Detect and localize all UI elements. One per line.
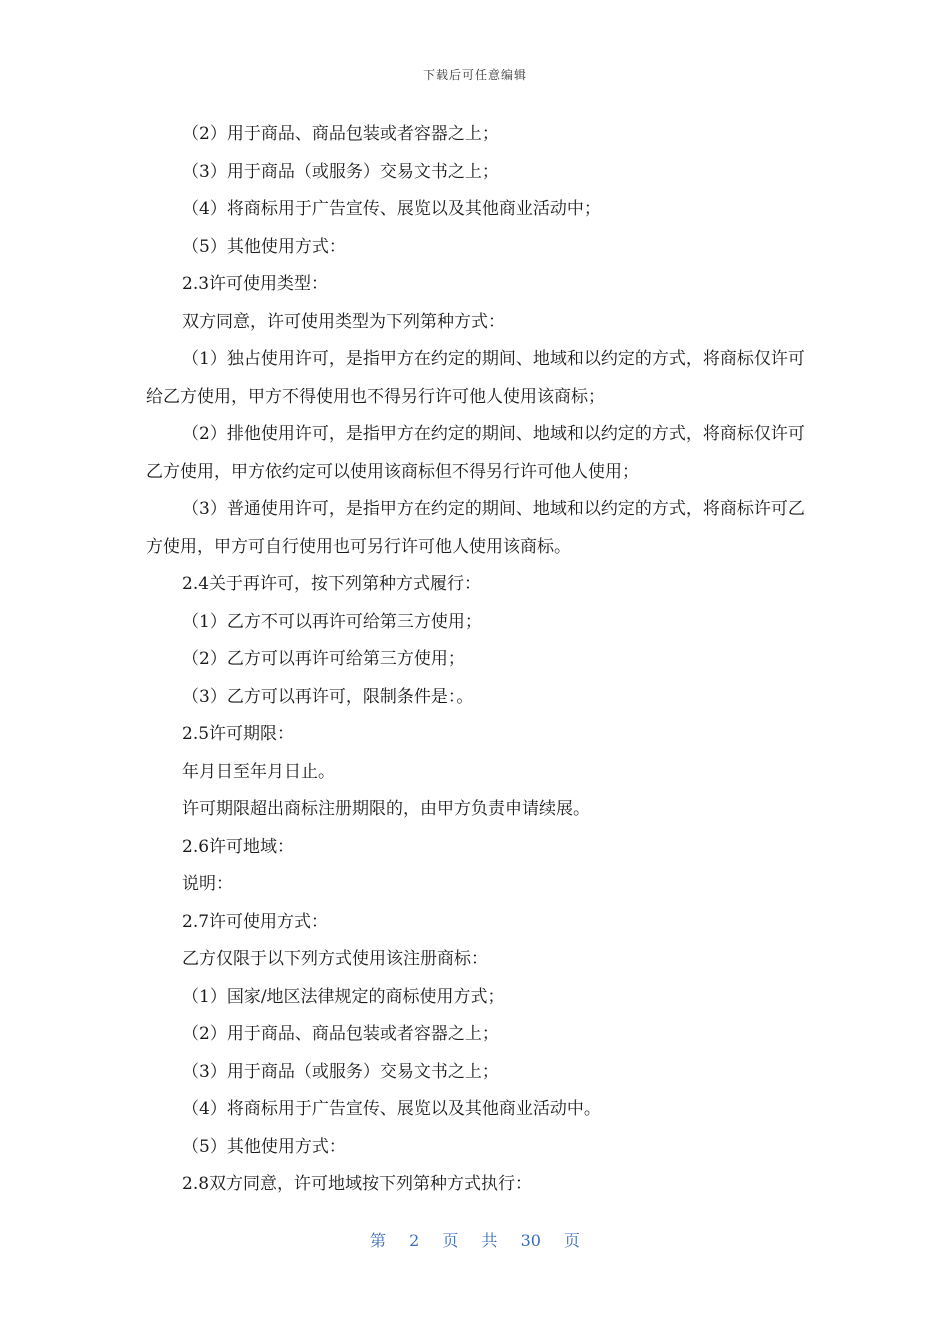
- page-label: 第: [369, 1231, 386, 1250]
- total-pages: 30: [520, 1231, 541, 1250]
- section-heading-2-7: 2.7许可使用方式：: [182, 911, 329, 932]
- paragraph: （2）排他使用许可，是指甲方在约定的期间、地域和以约定的方式，将商标仅许可乙方使用，甲方依约定可以使用该商标但不得另行许可他人使用；: [146, 424, 805, 482]
- paragraph: （5）其他使用方式：: [182, 1136, 346, 1157]
- paragraph: （2）用于商品、商品包装或者容器之上；: [182, 1024, 499, 1044]
- paragraph: 年月日至年月日止。: [182, 761, 335, 782]
- paragraph: （2）乙方可以再许可给第三方使用；: [182, 649, 465, 669]
- paragraph: 说明：: [182, 874, 233, 894]
- header-text: 下载后可任意编辑: [422, 68, 527, 82]
- paragraph: （5）其他使用方式：: [182, 236, 346, 257]
- paragraph: （1）国家/地区法律规定的商标使用方式；: [182, 986, 505, 1007]
- paragraph: 双方同意，许可使用类型为下列第种方式：: [182, 311, 505, 332]
- document-body: [146, 116, 806, 1204]
- section-heading-2-3: 2.3许可使用类型：: [182, 274, 329, 294]
- page-number: 2: [409, 1231, 420, 1250]
- page-header: [0, 66, 950, 83]
- page-footer: [0, 1228, 950, 1251]
- paragraph: （1）独占使用许可，是指甲方在约定的期间、地域和以约定的方式，将商标仅许可给乙方使用，甲方不得使用也不得另行许可他人使用该商标；: [146, 349, 805, 407]
- paragraph: （4）将商标用于广告宣传、展览以及其他商业活动中。: [182, 1099, 601, 1119]
- paragraph: （1）乙方不可以再许可给第三方使用；: [182, 611, 482, 632]
- section-heading-2-8: 2.8双方同意，许可地域按下列第种方式执行：: [182, 1174, 533, 1194]
- total-label: 共: [481, 1231, 498, 1250]
- page-suffix: 页: [442, 1231, 459, 1250]
- paragraph: （3）用于商品（或服务）交易文书之上；: [182, 161, 499, 182]
- paragraph: （3）乙方可以再许可，限制条件是：。: [182, 686, 474, 707]
- section-heading-2-6: 2.6许可地域：: [182, 836, 295, 857]
- paragraph: （2）用于商品、商品包装或者容器之上；: [182, 124, 499, 144]
- paragraph: （4）将商标用于广告宣传、展览以及其他商业活动中；: [182, 199, 601, 219]
- paragraph: 许可期限超出商标注册期限的，由甲方负责申请续展。: [182, 799, 590, 819]
- section-heading-2-5: 2.5许可期限：: [182, 724, 295, 744]
- total-suffix: 页: [564, 1231, 581, 1250]
- paragraph: （3）用于商品（或服务）交易文书之上；: [182, 1061, 499, 1082]
- paragraph: 乙方仅限于以下列方式使用该注册商标：: [182, 949, 488, 969]
- section-heading-2-4: 2.4关于再许可，按下列第种方式履行：: [182, 574, 482, 594]
- paragraph: （3）普通使用许可，是指甲方在约定的期间、地域和以约定的方式，将商标许可乙方使用，甲方可自行使用也可另行许可他人使用该商标。: [146, 499, 805, 557]
